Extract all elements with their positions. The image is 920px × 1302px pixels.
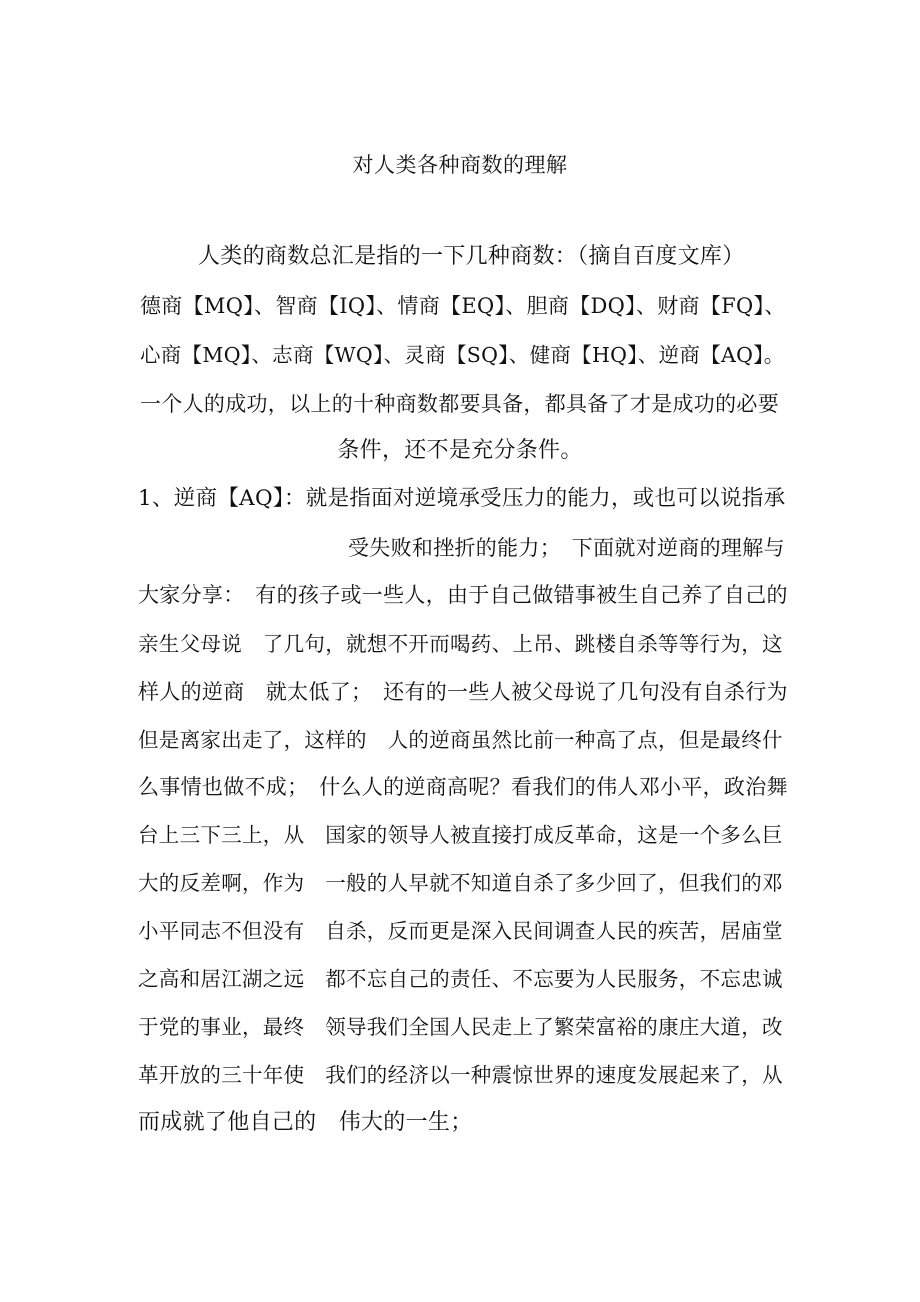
document-title: 对人类各种商数的理解 bbox=[352, 153, 568, 177]
section1-line-7: 么事情也做不成； 什么人的逆商高呢？看我们的伟人邓小平，政治舞 bbox=[138, 775, 788, 799]
section1-line-12: 于党的事业，最终 领导我们全国人民走上了繁荣富裕的康庄大道，改 bbox=[138, 1015, 783, 1039]
intro-line-5: 条件，还不是充分条件。 bbox=[337, 438, 583, 463]
intro-line-3: 心商【MQ】、志商【WQ】、灵商【SQ】、健商【HQ】、逆商【AQ】。 bbox=[140, 343, 785, 367]
section1-line-6: 但是离家出走了，这样的 人的逆商虽然比前一种高了点，但是最终什 bbox=[138, 728, 783, 752]
section1-line-13: 革开放的三十年使 我们的经济以一种震惊世界的速度发展起来了，从 bbox=[138, 1063, 783, 1087]
section1-line-5: 样人的逆商 就太低了； 还有的一些人被父母说了几句没有自杀行为 bbox=[138, 680, 788, 704]
section1-line-10: 小平同志不但没有 自杀，反而更是深入民间调查人民的疾苦，居庙堂 bbox=[138, 919, 783, 943]
section1-line-9: 大的反差啊，作为 一般的人早就不知道自杀了多少回了，但我们的邓 bbox=[138, 871, 783, 895]
intro-line-1: 人类的商数总汇是指的一下几种商数：（摘自百度文库） bbox=[198, 244, 745, 269]
section1-line-4: 亲生父母说 了几句，就想不开而喝药、上吊、跳楼自杀等等行为，这 bbox=[138, 632, 783, 656]
section1-heading: 1、逆商【AQ】：就是指面对逆境承受压力的能力，或也可以说指承 bbox=[138, 486, 786, 511]
section1-line-11: 之高和居江湖之远 都不忘自己的责任、不忘要为人民服务，不忘忠诚 bbox=[138, 967, 783, 991]
intro-line-4: 一个人的成功，以上的十种商数都要具备，都具备了才是成功的必要 bbox=[140, 392, 779, 416]
section1-line-3: 大家分享： 有的孩子或一些人，由于自己做错事被生自己养了自己的 bbox=[138, 583, 788, 607]
section1-line-2: 受失败和挫折的能力； 下面就对逆商的理解与 bbox=[348, 536, 785, 560]
section1-line-8: 台上三下三上，从 国家的领导人被直接打成反革命，这是一个多么巨 bbox=[138, 823, 783, 847]
section1-line-14: 而成就了他自己的 伟大的一生； bbox=[138, 1110, 473, 1135]
intro-line-2: 德商【MQ】、智商【IQ】、情商【EQ】、胆商【DQ】、财商【FQ】、 bbox=[140, 294, 786, 318]
